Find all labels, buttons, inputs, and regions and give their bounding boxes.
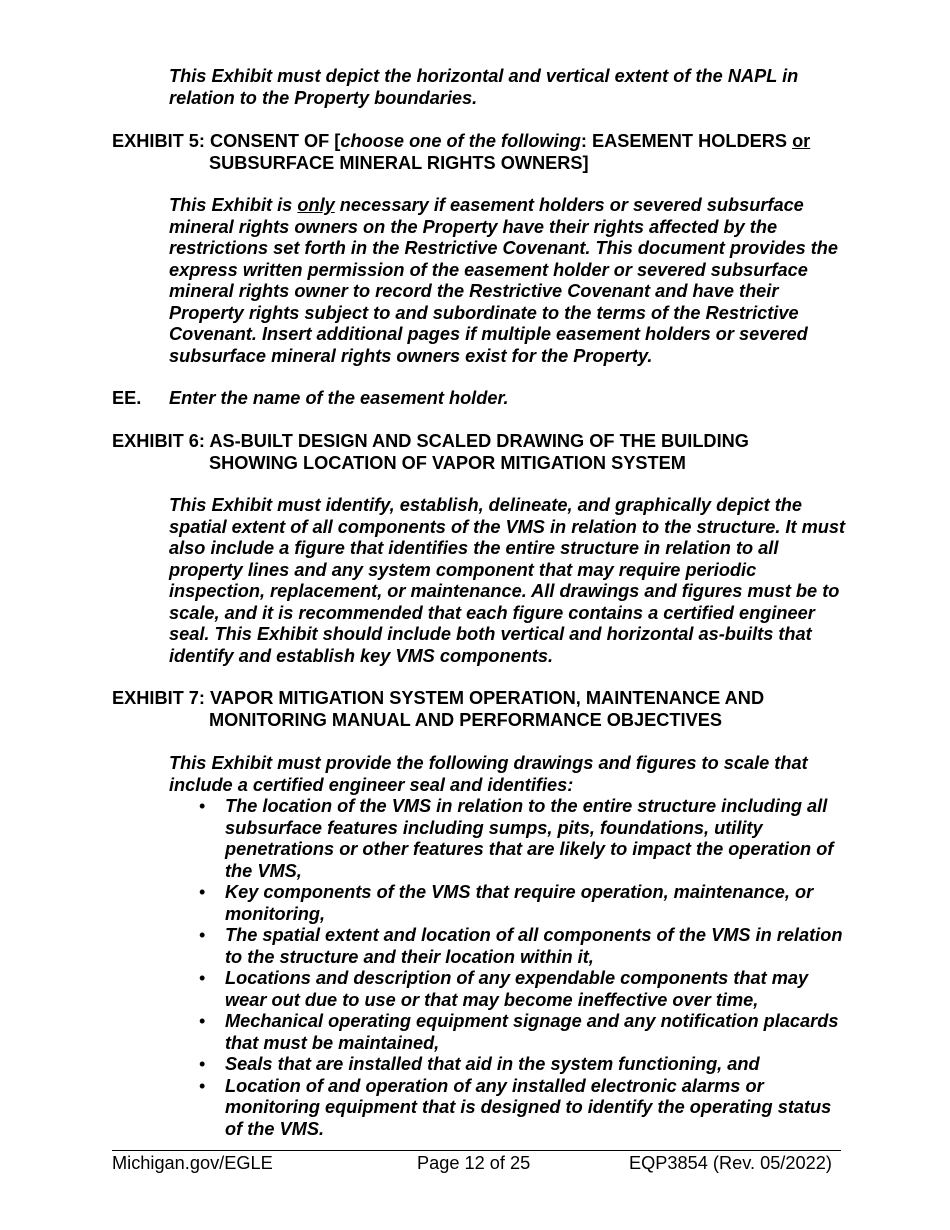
exhibit-6-heading-line1: EXHIBIT 6: AS-BUILT DESIGN AND SCALED DRAWING OF THE BUILDING [112,431,749,451]
footer-website: Michigan.gov/EGLE [112,1153,273,1173]
bullet-dot-icon: • [199,882,206,902]
bullet-dot-icon: • [199,925,206,945]
exhibit-5-heading-prefix: EXHIBIT 5: CONSENT OF [ [112,131,341,151]
list-item [169,1076,849,1141]
list-item-text: The spatial extent and location of all components of the VMS in relation to the structure and their location within it, [225,925,843,967]
exhibit-6-paragraph: This Exhibit must identify, establish, delineate, and graphically depict the spatial extent of all components of the VMS in relation to the structure. It must also include a figure that identifies the entire structure in relation to all property lines and any system component that may require periodic inspection, replacement, or maintenance. All drawings and figures must be to scale, and it is recommended that each figure contains a certified engineer seal. This Exhibit should include both vertical and horizontal as-builts that identify and establish key VMS components. [169,495,846,666]
exhibit-6-heading [112,431,852,474]
exhibit-5-heading-or: or [792,131,811,151]
list-item-text: Key components of the VMS that require operation, maintenance, or monitoring, [225,882,814,924]
bullet-dot-icon: • [199,968,206,988]
list-item [169,1054,849,1076]
list-item [169,968,849,1011]
list-item-text: Seals that are installed that aid in the system functioning, and [225,1054,760,1074]
exhibit-7-bullet-list [169,796,849,1140]
exhibit-7-heading [112,688,852,731]
list-item [169,1011,849,1054]
footer-form-number: EQP3854 (Rev. 05/2022) [629,1153,832,1173]
exhibit-7-paragraph: This Exhibit must provide the following drawings and figures to scale that include a certified engineer seal and identifies: [169,753,808,795]
exhibit-5-para-only: only [297,195,335,215]
list-item-text: Mechanical operating equipment signage and any notification placards that must be maintained, [225,1011,839,1053]
footer-divider [112,1150,841,1151]
list-item-text: The location of the VMS in relation to the entire structure including all subsurface features including sumps, pits, foundations, utility penetrations or other features that are likely to impact the operation of the VMS, [225,796,834,881]
exhibit-5-heading-mid: : EASEMENT HOLDERS [580,131,793,151]
exhibit-7-heading-line2: MONITORING MANUAL AND PERFORMANCE OBJECTIVES [209,709,722,730]
ee-label: EE. [112,388,142,408]
exhibit-6-heading-line2: SHOWING LOCATION OF VAPOR MITIGATION SYSTEM [209,452,686,473]
bullet-dot-icon: • [199,1054,206,1074]
bullet-dot-icon: • [199,1075,206,1096]
list-item [169,882,849,925]
ee-text: Enter the name of the easement holder. [169,388,509,408]
bullet-dot-icon: • [199,796,206,816]
intro-text: This Exhibit must depict the horizontal and vertical extent of the NAPL in relation to the Property boundaries. [169,66,799,108]
exhibit-5-para-before: This Exhibit is [169,195,298,215]
footer-page-number: Page 12 of 25 [417,1153,531,1173]
list-item [169,925,849,968]
exhibit-7-heading-line1: EXHIBIT 7: VAPOR MITIGATION SYSTEM OPERATION, MAINTENANCE AND [112,688,765,708]
exhibit-5-para-after: necessary if easement holders or severed subsurface mineral rights owners on the Property have their rights affected by the restrictions set forth in the Restrictive Covenant. This document provides the express written permission of the easement holder or severed subsurface mineral rights owner to record the Restrictive Covenant and have their Property rights subject to and subordinate to the terms of the Restrictive Covenant. Insert additional pages if multiple easement holders or severed subsurface mineral rights owners exist for the Property. [169,195,839,366]
exhibit-5-heading-choose: choose one of the following [340,131,581,151]
bullet-dot-icon: • [199,1011,206,1031]
exhibit-5-heading-line2: SUBSURFACE MINERAL RIGHTS OWNERS] [209,152,589,173]
list-item [169,796,849,882]
exhibit-5-paragraph [169,195,849,367]
intro-paragraph [169,66,849,109]
list-item-text: Location of and operation of any installed electronic alarms or monitoring equipment that is designed to identify the operating status of the VMS. [225,1075,832,1139]
list-item-text: Locations and description of any expendable components that may wear out due to use or that may become ineffective over time, [225,968,809,1010]
exhibit-5-heading [112,131,852,174]
